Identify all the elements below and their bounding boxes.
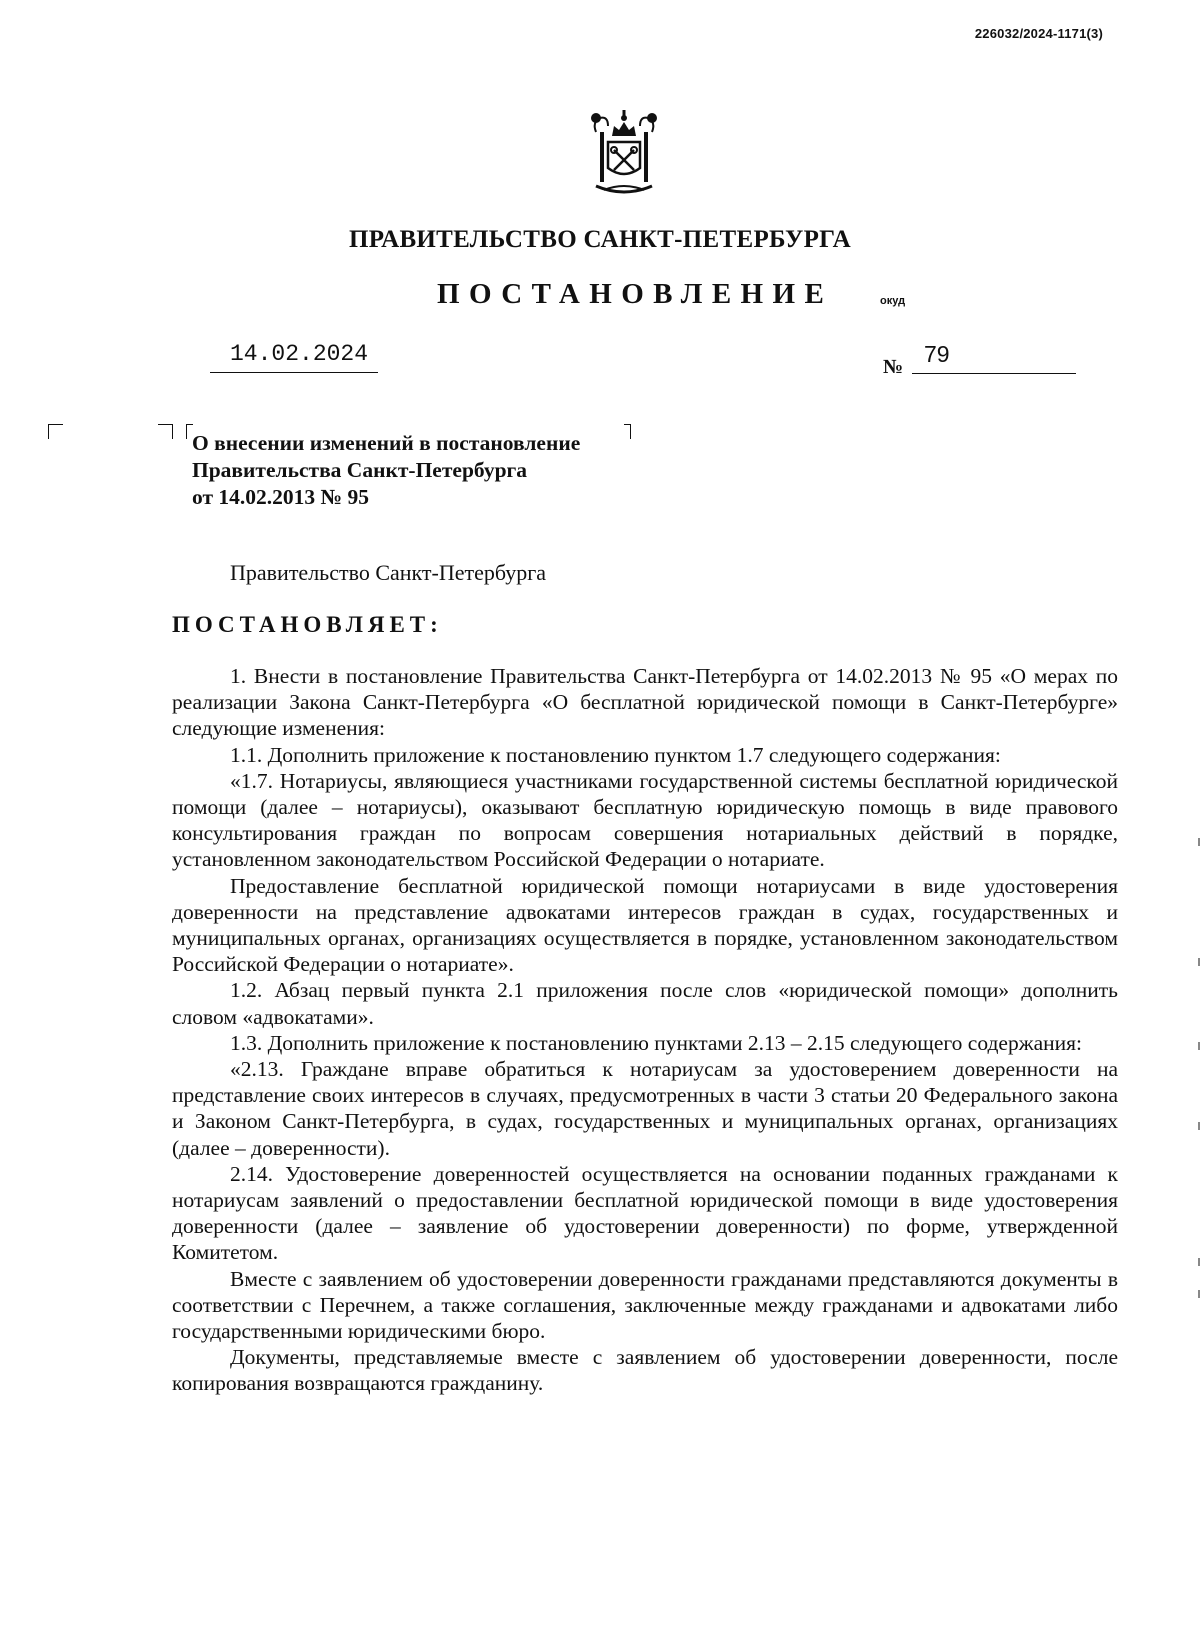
subject-line: О внесении изменений в постановление xyxy=(192,431,581,455)
document-subject xyxy=(192,430,580,511)
organization-title: ПРАВИТЕЛЬСТВО САНКТ-ПЕТЕРБУРГА xyxy=(348,226,852,253)
issuing-authority: Правительство Санкт-Петербурга xyxy=(230,560,547,585)
body-paragraph: 1. Внести в постановление Правительства Санкт-Петербурга от 14.02.2013 № 95 «О мерах по реализации Закона Санкт-Петербурга «О бесплатной юридической помощи в Санкт-Петербурге» следующие изменения: xyxy=(172,664,1118,741)
body-paragraph: Вместе с заявлением об удостоверении доверенности гражданами представляются документы в соответствии с Перечнем, а также соглашения, заключенные между гражданами и адвокатами либо государственными юридическими бюро. xyxy=(172,1266,1118,1344)
registration-number: 226032/2024-1171(3) xyxy=(974,26,1103,41)
subject-line: от 14.02.2013 № 95 xyxy=(192,485,370,509)
corner-mark xyxy=(158,424,173,439)
subject-line: Правительства Санкт-Петербурга xyxy=(192,458,528,482)
corner-mark xyxy=(48,424,63,439)
corner-mark xyxy=(624,424,631,439)
number-underline xyxy=(912,373,1076,374)
body-paragraph: 2.14. Удостоверение доверенностей осуществляется на основании поданных гражданами к нотариусам заявлений о предоставлении бесплатной юридической помощи в виде удостоверения доверенности (далее – заявление об удостоверении доверенности) по форме, утвержденной Комитетом. xyxy=(172,1161,1118,1265)
body-paragraph: 1.1. Дополнить приложение к постановлению пунктом 1.7 следующего содержания: xyxy=(230,742,1001,767)
coat-of-arms-icon xyxy=(574,102,674,202)
body-paragraph: Предоставление бесплатной юридической помощи нотариусами в виде удостоверения доверенности на представление адвокатами интересов граждан в судах, государственных и муниципальных органах, организациях осуществляется в порядке, установленном законодательством Российской Федерации о нотариате». xyxy=(172,873,1118,977)
number-sign: № xyxy=(883,356,904,378)
body-paragraph: 1.2. Абзац первый пункта 2.1 приложения после слов «юридической помощи» дополнить словом «адвокатами». xyxy=(172,978,1118,1029)
document-body xyxy=(172,663,1118,1397)
body-paragraph: «2.13. Граждане вправе обратиться к нотариусам за удостоверением доверенности на представление своих интересов в случаях, предусмотренных в части 3 статьи 20 Федерального закона и Законом Санкт-Петербурга, в судах, государственных и муниципальных органах, организациях (далее – доверенности). xyxy=(172,1057,1118,1160)
document-type: ПОСТАНОВЛЕНИЕ xyxy=(437,278,834,310)
document-date: 14.02.2024 xyxy=(230,341,369,367)
body-paragraph: 1.3. Дополнить приложение к постановлению пунктами 2.13 – 2.15 следующего содержания: xyxy=(230,1030,1082,1055)
resolves-heading: ПОСТАНОВЛЯЕТ: xyxy=(172,612,443,637)
date-underline xyxy=(210,372,378,373)
body-paragraph: Документы, представляемые вместе с заявлением об удостоверении доверенности, после копирования возвращаются гражданину. xyxy=(172,1345,1118,1396)
okud-label: окуд xyxy=(880,295,906,307)
body-paragraph: «1.7. Нотариусы, являющиеся участниками государственной системы бесплатной юридической помощи (далее – нотариусы), оказывают бесплатную юридическую помощь в виде правового консультирования граждан по вопросам совершения нотариальных действий в порядке, установленном законодательством Российской Федерации о нотариате. xyxy=(172,768,1118,872)
document-number: 79 xyxy=(924,341,950,367)
